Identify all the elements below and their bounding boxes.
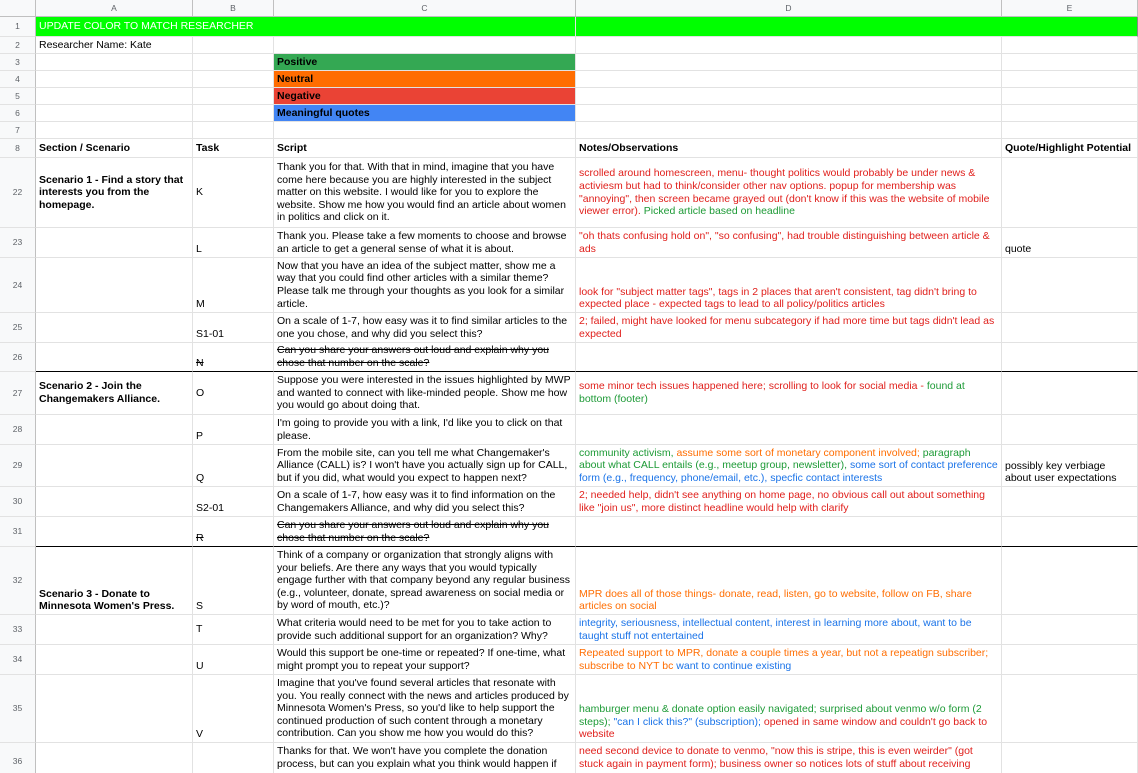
cell-a3[interactable] — [36, 54, 193, 71]
quote-v[interactable] — [1002, 675, 1138, 743]
cell-d5[interactable] — [576, 88, 1002, 105]
cell-b3[interactable] — [193, 54, 274, 71]
column-header-d[interactable]: D — [576, 0, 1002, 17]
cell-d7[interactable] — [576, 122, 1002, 139]
row-number[interactable]: 6 — [0, 105, 36, 122]
scenario-2-label[interactable]: Scenario 2 - Join the Changemakers Alliance. — [36, 372, 193, 415]
cell-e4[interactable] — [1002, 71, 1138, 88]
row-number[interactable]: 24 — [0, 258, 36, 313]
cell-c7[interactable] — [274, 122, 576, 139]
task-q[interactable]: Q — [193, 445, 274, 487]
notes-k[interactable] — [576, 158, 1002, 228]
row-4 — [0, 71, 1138, 88]
cell-e3[interactable] — [1002, 54, 1138, 71]
notes-positive: paragraph about what CALL entails (e.g., meetup group, newsletter), — [579, 446, 971, 472]
cell-a36[interactable] — [36, 743, 193, 773]
cell-a35[interactable] — [36, 675, 193, 743]
column-header-a[interactable]: A — [36, 0, 193, 17]
row-28 — [0, 415, 1138, 445]
cell-d4[interactable] — [576, 71, 1002, 88]
task-s[interactable]: S — [193, 547, 274, 615]
cell-b36[interactable] — [193, 743, 274, 773]
notes-s[interactable]: MPR does all of those things- donate, read, listen, go to website, follow on FB, share articles on social — [576, 547, 1002, 615]
row-number[interactable]: 36 — [0, 743, 36, 773]
row-29 — [0, 445, 1138, 487]
row-number[interactable]: 23 — [0, 228, 36, 258]
row-23 — [0, 228, 1138, 258]
task-r[interactable]: R — [193, 517, 274, 547]
notes-t[interactable]: integrity, seriousness, intellectual content, interest in learning more about, want to be taught stuff not entertained — [576, 615, 1002, 645]
row-number[interactable]: 27 — [0, 372, 36, 415]
notes-positive: hamburger menu & donate option easily navigated; — [579, 703, 820, 716]
row-number[interactable]: 3 — [0, 54, 36, 71]
quote-t[interactable] — [1002, 615, 1138, 645]
row-number[interactable]: 1 — [0, 17, 36, 37]
cell-e7[interactable] — [1002, 122, 1138, 139]
notes-quote: want to continue existing — [676, 659, 792, 672]
legend-neutral[interactable]: Neutral — [274, 71, 576, 88]
row-27 — [0, 372, 1138, 415]
row-5 — [0, 88, 1138, 105]
quote-p[interactable] — [1002, 415, 1138, 445]
cell-b5[interactable] — [193, 88, 274, 105]
header-quote-highlight[interactable]: Quote/Highlight Potential — [1002, 139, 1138, 158]
notes-positive: Picked article based on headline — [643, 205, 795, 218]
row-number[interactable]: 4 — [0, 71, 36, 88]
notes-neutral: assume some sort of monetary component involved; — [676, 446, 923, 459]
row-number[interactable]: 25 — [0, 313, 36, 343]
row-22 — [0, 158, 1138, 228]
row-33 — [0, 615, 1138, 645]
cell-a25[interactable] — [36, 313, 193, 343]
header-notes-observations[interactable]: Notes/Observations — [576, 139, 1002, 158]
notes-p[interactable] — [576, 415, 1002, 445]
quote-u[interactable] — [1002, 645, 1138, 675]
notes-u[interactable] — [576, 645, 1002, 675]
header-script[interactable]: Script — [274, 139, 576, 158]
row-8-headers — [0, 139, 1138, 158]
script-m[interactable]: Now that you have an idea of the subject matter, show me a way that you could find other articles with a similar theme? Please talk me through your thoughts as you look for a similar article. — [274, 258, 576, 313]
task-p[interactable]: P — [193, 415, 274, 445]
cell-a26[interactable] — [36, 343, 193, 372]
row-number[interactable]: 29 — [0, 445, 36, 487]
header-task[interactable]: Task — [193, 139, 274, 158]
cell-b2[interactable] — [193, 37, 274, 54]
legend-meaningful-quotes[interactable]: Meaningful quotes — [274, 105, 576, 122]
row-number[interactable]: 26 — [0, 343, 36, 372]
notes-o[interactable] — [576, 372, 1002, 415]
task-v[interactable]: V — [193, 675, 274, 743]
script-o[interactable]: Suppose you were interested in the issues highlighted by MWP and wanted to connect with like-minded people. Show me how you would go about doing that. — [274, 372, 576, 415]
quote-q[interactable]: possibly key verbiage about user expectations — [1002, 445, 1138, 487]
notes-positive: surprised about venmo w/o form (2 steps); — [579, 703, 982, 728]
row-30 — [0, 487, 1138, 517]
cell-c2[interactable] — [274, 37, 576, 54]
cell-e2[interactable] — [1002, 37, 1138, 54]
legend-positive[interactable]: Positive — [274, 54, 576, 71]
task-l[interactable]: L — [193, 228, 274, 258]
cell-b6[interactable] — [193, 105, 274, 122]
notes-q[interactable] — [576, 445, 1002, 487]
task-m[interactable]: M — [193, 258, 274, 313]
notes-s1-01[interactable]: 2; failed, might have looked for menu subcategory if had more time but tags didn't lead as expected — [576, 313, 1002, 343]
row-number[interactable]: 28 — [0, 415, 36, 445]
cell-d6[interactable] — [576, 105, 1002, 122]
quote-36[interactable] — [1002, 743, 1138, 773]
script-s2-01[interactable]: On a scale of 1-7, how easy was it to find information on the Changemakers Alliance, and why did you select this? — [274, 487, 576, 517]
task-s1-01[interactable]: S1-01 — [193, 313, 274, 343]
quote-n[interactable] — [1002, 343, 1138, 372]
cell-e5[interactable] — [1002, 88, 1138, 105]
row-number[interactable]: 35 — [0, 675, 36, 743]
cell-a2[interactable]: Researcher Name: Kate — [36, 37, 193, 54]
quote-m[interactable] — [1002, 258, 1138, 313]
row-26 — [0, 343, 1138, 372]
legend-negative[interactable]: Negative — [274, 88, 576, 105]
row-number[interactable]: 2 — [0, 37, 36, 54]
notes-negative: scrolled around homescreen, menu- thought politics would probably be under news & activiesm but had to think/consider other nav options. popup for membership was "annoying", then screen became grayed out (don't know if this was the website of mobile viewer error). — [579, 167, 990, 218]
script-36[interactable]: Thanks for that. We won't have you complete the donation process, but can you explain what you think would happen if — [274, 743, 576, 773]
cell-d2[interactable] — [576, 37, 1002, 54]
row-number[interactable]: 31 — [0, 517, 36, 547]
quote-k[interactable] — [1002, 158, 1138, 228]
cell-a23[interactable] — [36, 228, 193, 258]
notes-neutral: Repeated support to MPR, donate a couple times a year, but not a repeatign subscriber; subscribe to NYT bc — [579, 646, 989, 672]
cell-a7[interactable] — [36, 122, 193, 139]
cell-a1[interactable] — [36, 17, 576, 37]
notes-negative: opened in same window and couldn't go back to website — [579, 715, 988, 741]
row-2 — [0, 37, 1138, 54]
banner-text: UPDATE COLOR TO MATCH RESEARCHER — [39, 20, 254, 33]
notes-quote: some sort of contact preference form (e.g., frequency, phone/email, etc.), specfic contact interests — [579, 459, 998, 484]
cell-d1[interactable] — [576, 17, 1138, 37]
cell-a28[interactable] — [36, 415, 193, 445]
cell-a24[interactable] — [36, 258, 193, 313]
column-header-c[interactable]: C — [274, 0, 576, 17]
notes-n[interactable] — [576, 343, 1002, 372]
row-number[interactable]: 8 — [0, 139, 36, 158]
row-number[interactable]: 5 — [0, 88, 36, 105]
notes-r[interactable] — [576, 517, 1002, 547]
task-s2-01[interactable]: S2-01 — [193, 487, 274, 517]
cell-b7[interactable] — [193, 122, 274, 139]
task-o[interactable]: O — [193, 372, 274, 415]
quote-s[interactable] — [1002, 547, 1138, 615]
notes-v[interactable] — [576, 675, 1002, 743]
quote-r[interactable] — [1002, 517, 1138, 547]
row-number[interactable]: 7 — [0, 122, 36, 139]
script-k[interactable]: Thank you for that. With that in mind, imagine that you have come here because you are highly interested in the subject matter on this website. I would like for you to explore the website. Show me how you would find an article about women in politics and click on it. — [274, 158, 576, 228]
cell-a34[interactable] — [36, 645, 193, 675]
scenario-1-label[interactable]: Scenario 1 - Find a story that interests you from the homepage. — [36, 158, 193, 228]
column-header-e[interactable]: E — [1002, 0, 1138, 17]
cell-b4[interactable] — [193, 71, 274, 88]
notes-s2-01[interactable]: 2; needed help, didn't see anything on home page, no obvious call out about something like "join us", more distinct headline would help with clarify — [576, 487, 1002, 517]
cell-a6[interactable] — [36, 105, 193, 122]
script-u[interactable]: Would this support be one-time or repeated? If one-time, what might prompt you to repeat your support? — [274, 645, 576, 675]
script-s[interactable]: Think of a company or organization that strongly aligns with your beliefs. Are there any ways that you would typically engage further with that company beyond any regular business (e.g., volunteer, donate, spread awareness on social media or by word of mouth, etc.)? — [274, 547, 576, 615]
row-24 — [0, 258, 1138, 313]
row-number[interactable]: 30 — [0, 487, 36, 517]
task-u[interactable]: U — [193, 645, 274, 675]
row-number[interactable]: 32 — [0, 547, 36, 615]
row-25 — [0, 313, 1138, 343]
script-q[interactable]: From the mobile site, can you tell me what Changemaker's Alliance (CALL) is? I won't have you actually sign up for CALL, but if you did, what would you expect to happen next? — [274, 445, 576, 487]
quote-s2-01[interactable] — [1002, 487, 1138, 517]
row-1 — [0, 17, 1138, 37]
column-header-b[interactable]: B — [193, 0, 274, 17]
script-v[interactable]: Imagine that you've found several articles that resonate with you. You really connect with the news and articles produced by Minnesota Women's Press, so you'd like to help support the continued production of such content through a monetary contribution. Can you show me how you would do this? — [274, 675, 576, 743]
notes-m[interactable]: look for "subject matter tags", tags in 2 places that aren't consistent, tag didn't bring to expected place - expected tags to lead to all policy/politics articles — [576, 258, 1002, 313]
quote-l[interactable]: quote — [1002, 228, 1138, 258]
row-number[interactable]: 34 — [0, 645, 36, 675]
script-r[interactable]: Can you share your answers out loud and explain why you chose that number on the scale? — [274, 517, 576, 547]
cell-e6[interactable] — [1002, 105, 1138, 122]
row-35 — [0, 675, 1138, 743]
row-6 — [0, 105, 1138, 122]
notes-l[interactable]: "oh thats confusing hold on", "so confusing", had trouble distinguishing between article & ads — [576, 228, 1002, 258]
cell-a5[interactable] — [36, 88, 193, 105]
notes-positive: community activism, — [579, 446, 677, 459]
quote-s1-01[interactable] — [1002, 313, 1138, 343]
row-7 — [0, 122, 1138, 139]
row-3 — [0, 54, 1138, 71]
script-l[interactable]: Thank you. Please take a few moments to choose and browse an article to get a general sense of what it is about. — [274, 228, 576, 258]
notes-36[interactable]: need second device to donate to venmo, "now this is stripe, this is even weirder" (got stuck again in payment form); business owner so notices lots of stuff about receiving — [576, 743, 1002, 773]
task-t[interactable]: T — [193, 615, 274, 645]
notes-positive: found at bottom (footer) — [579, 380, 965, 405]
cell-a31[interactable] — [36, 517, 193, 547]
row-32 — [0, 547, 1138, 615]
script-p[interactable]: I'm going to provide you with a link, I'd like you to click on that please. — [274, 415, 576, 445]
cell-a33[interactable] — [36, 615, 193, 645]
row-number[interactable]: 33 — [0, 615, 36, 645]
task-k[interactable]: K — [193, 158, 274, 228]
row-31 — [0, 517, 1138, 547]
notes-quote: "can I click this?" (subscription); — [613, 715, 764, 728]
script-n[interactable]: Can you share your answers out loud and explain why you chose that number on the scale? — [274, 343, 576, 372]
row-36 — [0, 743, 1138, 773]
script-t[interactable]: What criteria would need to be met for you to take action to provide such additional support for an organization? Why? — [274, 615, 576, 645]
cell-a4[interactable] — [36, 71, 193, 88]
cell-a29[interactable] — [36, 445, 193, 487]
notes-negative: some minor tech issues happened here; scrolling to look for social media - — [579, 380, 927, 393]
header-section-scenario[interactable]: Section / Scenario — [36, 139, 193, 158]
cell-a30[interactable] — [36, 487, 193, 517]
scenario-3-label[interactable]: Scenario 3 - Donate to Minnesota Women's Press. — [36, 547, 193, 615]
cell-d3[interactable] — [576, 54, 1002, 71]
script-s1-01[interactable]: On a scale of 1-7, how easy was it to find similar articles to the one you chose, and why did you select this? — [274, 313, 576, 343]
row-number[interactable]: 22 — [0, 158, 36, 228]
quote-o[interactable] — [1002, 372, 1138, 415]
column-header-row — [0, 0, 1138, 17]
task-n[interactable]: N — [193, 343, 274, 372]
select-all-corner[interactable] — [0, 0, 36, 17]
row-34 — [0, 645, 1138, 675]
